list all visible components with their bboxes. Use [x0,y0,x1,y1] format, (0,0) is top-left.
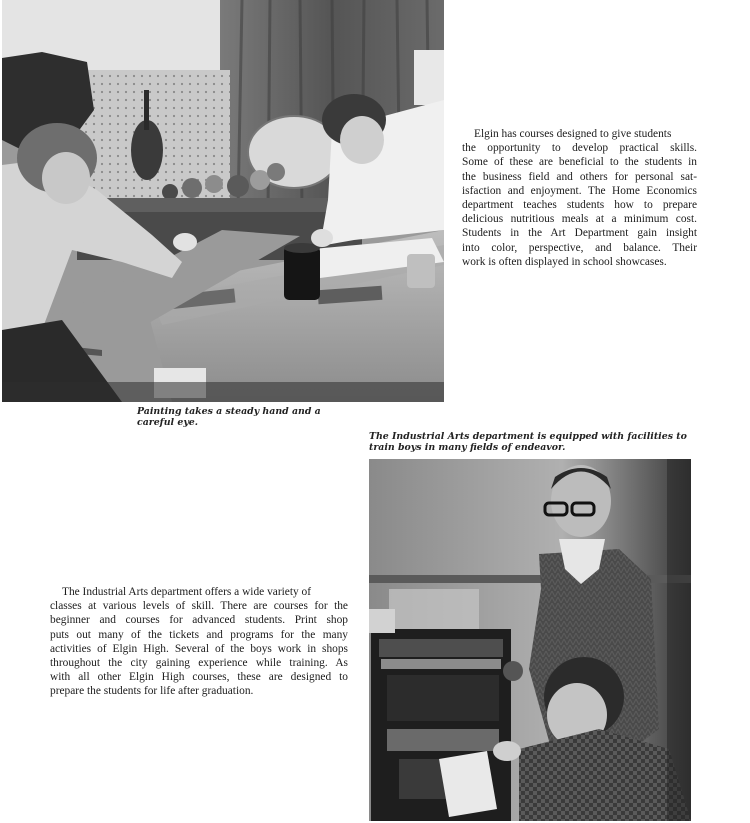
paragraph-line: department teaches students how to prepare [462,199,697,212]
printing-press-photo-image [369,459,691,821]
paragraph-line: activities of Elgin High. Several of the boys work in shops [50,642,348,655]
paragraph-line: delicious nutritious meals at a minimum cost. [462,213,697,226]
paragraph-line: isfaction and enjoyment. The Home Economics [462,184,697,197]
paragraph-line: classes at various levels of skill. There are courses for the [50,600,348,613]
industrial-arts-paragraph [50,585,348,699]
elgin-courses-paragraph [462,127,697,269]
paragraph-line: The Industrial Arts department offers a wide variety of [62,586,312,598]
paragraph-line: prepare the students for life after graduation. [50,685,254,698]
paragraph-line: puts out many of the tickets and programs for the many [50,628,348,641]
paragraph-line: the opportunity to develop practical skills. [462,142,697,155]
paragraph-line: throughout the city gaining experience while training. As [50,657,348,670]
paragraph-line: into color, perspective, and balance. Their [462,241,697,254]
painting-photo-caption: Painting takes a steady hand and a careful eye. [137,406,321,428]
printing-press-photo [369,459,691,821]
paragraph-line: the business field and others for personal sat- [462,170,697,183]
paragraph-line: beginner and courses for advanced students. Print shop [50,614,348,627]
paragraph-line: Elgin has courses designed to give students [474,128,672,140]
paragraph-line: Students in the Art Department gain insight [462,227,697,240]
paragraph-line: work is often displayed in school showcases. [462,255,667,268]
art-class-photo-image [2,0,444,402]
paragraph-line: Some of these are beneficial to the students in [462,156,697,169]
paragraph-line: with all other Elgin High courses, these are designed to [50,671,348,684]
art-class-photo [2,0,444,402]
industrial-arts-photo-caption: The Industrial Arts department is equipped with facilities to train boys in many fields of endeavor. [369,431,687,453]
